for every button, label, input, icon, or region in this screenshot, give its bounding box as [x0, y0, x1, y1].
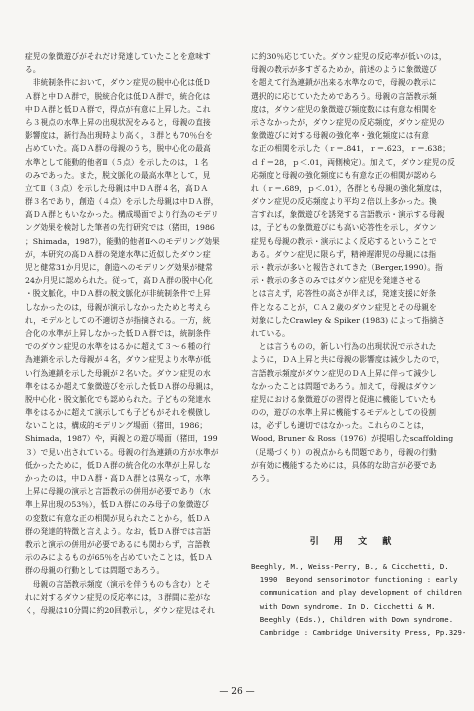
text-line: 合化の水準が上昇しなかった低ＤＡ群では，統制条件: [25, 328, 211, 338]
text-line: 応頻度と母親の強化頻度にも有意な正の相関が認めら: [251, 170, 437, 180]
text-line: とは言うものの，新しい行為の出現状況で示された: [251, 342, 437, 352]
text-line: 選択的に応じていたためであろう。母親の言語教示頻: [251, 91, 437, 101]
text-line: 症児も母親の教示・演示によく反応するということで: [251, 236, 437, 246]
text-line: 症児の象徴遊びがそれだけ発達していたことを意味す: [25, 52, 211, 61]
text-line: のの，遊びの水準上昇に機能するモデルとしての役割: [251, 408, 437, 418]
text-line: ；Shimada，1987），能動的他者Ⅱへのモデリング効果: [25, 236, 220, 246]
text-line: 水準として能動的他者Ⅱ（５点）を示したのは，１名: [25, 157, 209, 167]
text-line: ろう。: [251, 474, 275, 483]
text-line: な正の相関を示した（ｒ＝.841，ｒ＝.623，ｒ＝.638；: [251, 144, 450, 154]
text-line: は，必ずしも適切ではなかった。これらのことは，: [251, 421, 429, 431]
reference-line: communication and play development of children: [251, 588, 462, 598]
text-line: 準をはるか超えて象徴遊びを示した低ＤＡ群の母親は，: [25, 381, 219, 391]
text-line: Ａ群と中ＤＡ群で，脱統合化は低ＤＡ群で，統合化は: [25, 91, 211, 101]
text-line: が，本研究の高ＤＡ群の発達水準に近似したダウン症: [25, 249, 211, 259]
text-line: れ，モデルとしての不適切さが指摘される。一方，統: [25, 315, 211, 325]
text-line: ら３視点の水準上昇の出現状況をみると，母親の直接: [25, 117, 211, 127]
text-line: 示・教示の多さのみではダウン症児を発達させる: [251, 276, 422, 286]
text-line: 立てⅡ（３点）を示した母親は中ＤＡ群４名，高ＤＡ: [25, 183, 209, 193]
page-number: — 26 —: [219, 687, 255, 697]
text-line: 上昇に母親の演示と言語教示の併用が必要であり（水: [25, 487, 211, 497]
text-line: とは言えず，応答性の高さが伴えば，発達支援に好条: [251, 289, 437, 299]
text-line: く，母親は10分間に約20回教示し，ダウン症児はそれ: [25, 605, 215, 615]
text-line: を超えて行為連鎖が出来る水準なので，母親の教示に: [251, 78, 437, 88]
text-line: 影響度は，新行為出現時より高く，３群とも70％台を: [25, 131, 213, 141]
text-line: 件となることが，ＣＡ２歳のダウン症児とその母親を: [251, 302, 437, 312]
reference-line: Beeghly (Eds.), Children with Down syndrome.: [251, 614, 454, 624]
text-line: 為連鎖を示した母親が４名，ダウン症児より水準が低: [25, 355, 211, 365]
text-line: が有効に機能するためには，具体的な助言が必要であ: [251, 460, 437, 470]
left-column: [25, 50, 233, 617]
text-line: 児と健常31か月児に，創造へのモデリング効果が健常: [25, 263, 213, 272]
text-line: 示・教示が多いと報告されてきた（Berger,1990）。指: [251, 263, 443, 272]
text-line: のみであった。また，脱文脈化の最高水準として，見: [25, 170, 211, 180]
text-line: 症児における象徴遊びの習得と促進に機能していたも: [251, 394, 437, 404]
text-line: 脱中心化・脱文脈化でも認められた。子どもの発達水: [25, 394, 211, 404]
text-line: 非統制条件において，ダウン症児の脱中心化は低Ｄ: [25, 78, 211, 88]
reference-line: Cambridge : Cambridge University Press, Pp.329-: [251, 627, 466, 637]
text-line: 中ＤＡ群と低ＤＡ群で，得点が有意に上昇した。これ: [25, 104, 211, 114]
text-line: でのダウン症児の水準をはるかに超えて３～６種の行: [25, 342, 211, 352]
text-line: ｄｆ＝28，ｐ＜.01，両側検定）。加えて，ダウン症児の反: [251, 157, 455, 167]
text-line: ダウン症児の反応頻度より平均２倍以上多かった。換: [251, 197, 437, 207]
text-line: 母親の言語教示頻度（演示を伴うものも含む）とそ: [25, 579, 211, 589]
text-line: ・脱文脈化，中ＤＡ群の脱文脈化が非統制条件で上昇: [25, 289, 211, 299]
text-line: 示さなかったが，ダウン症児の反応頻度，ダウン症児の: [251, 117, 445, 127]
text-line: は，子どもの象徴遊びにも高い応答性を示し，ダウン: [251, 223, 437, 233]
text-line: ある。ダウン症児に限らず，精神遅滞児の母親には指: [251, 249, 437, 259]
text-line: の変数に有意な正の相関が見られたことから，低ＤＡ: [25, 513, 211, 523]
text-line: 群の母親の行動としては問題であろう。: [25, 566, 165, 576]
text-line: なかったことは問題であろう。加えて，母親はダウン: [251, 381, 437, 391]
text-line: に約30％応じていた。ダウン症児の反応率が低いのは，: [251, 52, 447, 61]
reference-line: 1990 Beyond sensorimotor functioning : early: [251, 575, 458, 585]
text-line: かったのは，中ＤＡ群・高ＤＡ群とは異なって，水準: [25, 474, 211, 483]
text-line: Wood, Bruner & Ross（1976）が提唱したscaffolding: [251, 434, 454, 444]
reference-list: [251, 560, 466, 639]
text-line: Shimada，1987）や，両親との遊び場面（猪田，199: [25, 434, 218, 444]
text-line: 象徴遊びに対する母親の強化率・強化頻度には有意: [251, 131, 429, 141]
text-line: 言すれば，象徴遊びを誘発する言語教示・演示する母親: [251, 210, 445, 220]
text-line: 群の発達的特徴と言えよう。なお，低ＤＡ群では言語: [25, 526, 211, 536]
text-line: ないことは，構成的モデリング場面（猪田，1986；: [25, 421, 208, 431]
references-heading: 引 用 文 献: [309, 537, 398, 547]
text-line: 低かったために，低ＤＡ群の統合化の水準が上昇しな: [25, 460, 211, 470]
text-line: 準をはるかに超えて演示しても子どもがそれを模倣し: [25, 408, 211, 418]
text-line: ように，ＤＡ上昇と共に母親の影響度は減少したので，: [251, 355, 445, 365]
text-line: れている。: [251, 328, 290, 338]
text-line: れに対するダウン症児の反応率には，３群間に差がな: [25, 592, 211, 602]
text-line: 24か月児に認められた。従って，高ＤＡ群の脱中心化: [25, 276, 213, 286]
reference-line: Beeghly, M., Weiss-Perry, B., & Cicchetti, D.: [251, 562, 449, 571]
text-line: 群３名であり，創造（４点）を示した母親は中ＤＡ群，: [25, 197, 219, 207]
text-line: 度は，ダウン症児の象徴遊び頻度数には有意な相関を: [251, 104, 437, 114]
text-line: れ（ｒ＝.689，ｐ＜.01），各群とも母親の強化頻度は，: [251, 183, 448, 193]
text-line: 対象にしたCrawley & Spiker (1983) によって指摘さ: [251, 315, 445, 325]
text-line: い行為連鎖を示した母親が２名いた。ダウン症児の水: [25, 368, 211, 378]
text-line: 母親の教示が多すぎるためか，前述のように象徴遊び: [251, 65, 437, 75]
text-line: 準上昇出現の53％），低ＤＡ群にのみ母子の象徴遊び: [25, 500, 209, 510]
reference-line: with Down syndrome. In D. Cicchetti & M.: [251, 601, 436, 611]
text-line: ング効果を検討した筆者の先行研究では（猪田，1986: [25, 223, 215, 233]
text-line: ３）で見い出されている。母親の行為連鎖の方が水準が: [25, 447, 219, 457]
text-line: 教示と演示の併用が必要であるにも関わらず，言語教: [25, 539, 211, 549]
right-column: [251, 50, 456, 485]
text-line: 占めていた。高ＤＡ群の母親のうち，脱中心化の最高: [25, 144, 211, 154]
text-line: しなかったのは，母親が演示しなかったためと考えら: [25, 302, 211, 312]
text-line: 示のみによるものが65％を占めていたことは，低ＤＡ: [25, 553, 213, 563]
text-line: （足場づくり）の視点からも問題であり，母親の行動: [251, 447, 437, 457]
text-line: 高ＤＡ群ともいなかった。構成場面でより行為のモデリ: [25, 210, 219, 220]
text-line: 言語教示頻度がダウン症児のＤＡ上昇に伴って減少し: [251, 368, 437, 378]
text-line: る。: [25, 65, 41, 75]
